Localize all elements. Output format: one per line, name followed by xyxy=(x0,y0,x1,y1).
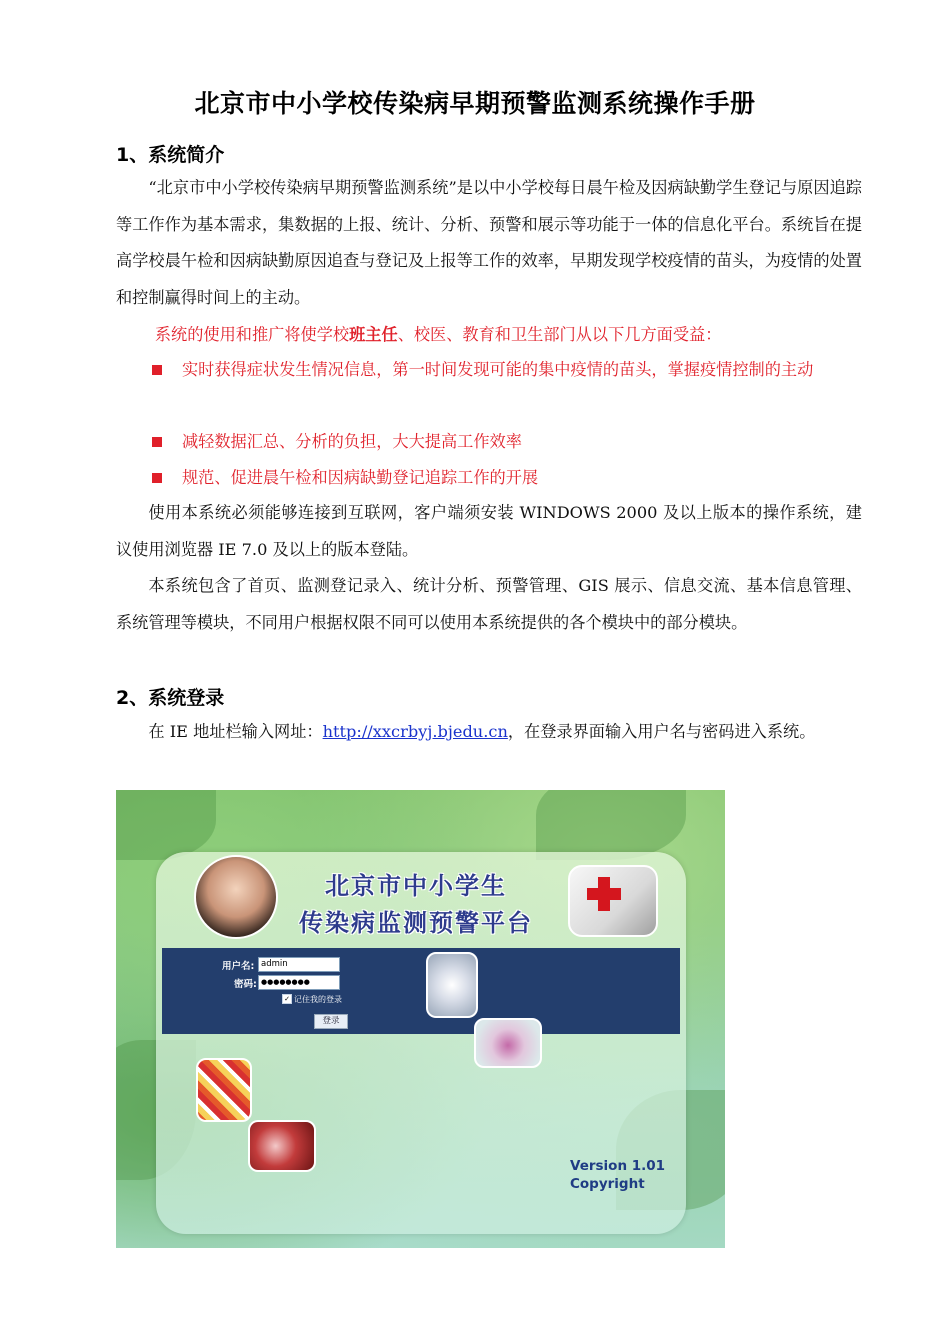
square-bullet-icon xyxy=(152,473,162,483)
square-bullet-icon xyxy=(152,365,162,375)
password-input[interactable]: ●●●●●●●● xyxy=(258,975,340,990)
benefit-bullet-3: 规范、促进晨午检和因病缺勤登记追踪工作的开展 xyxy=(148,460,862,497)
remember-label: 记住我的登录 xyxy=(294,995,342,1004)
leaf-decoration xyxy=(536,790,686,860)
username-label: 用户名: xyxy=(222,961,255,972)
section-1-heading: 1、系统简介 xyxy=(116,144,225,166)
login-button[interactable]: 登录 xyxy=(314,1014,348,1029)
leaf-decoration xyxy=(116,790,216,860)
red-cross-icon xyxy=(568,865,658,937)
requirements-paragraph: 使用本系统必须能够连接到互联网，客户端须安装 WINDOWS 2000 及以上版本的操作系统，建议使用浏览器 IE 7.0 及以上的版本登陆。 xyxy=(116,503,862,559)
document-title: 北京市中小学校传染病早期预警监测系统操作手册 xyxy=(194,89,756,118)
password-label: 密码: xyxy=(234,979,257,990)
flask-thumbnail xyxy=(474,1018,542,1068)
username-input[interactable]: admin xyxy=(258,957,340,972)
test-tube-thumbnail xyxy=(248,1120,316,1172)
version-info xyxy=(570,1157,665,1193)
square-bullet-icon xyxy=(152,437,162,447)
benefit-intro xyxy=(116,317,862,354)
pills-thumbnail xyxy=(196,1058,252,1122)
modules-paragraph: 本系统包含了首页、监测登记录入、统计分析、预警管理、GIS 展示、信息交流、基本信息管理、系统管理等模块，不同用户根据权限不同可以使用本系统提供的各个模块中的部分模块。 xyxy=(116,576,862,632)
section-2-heading: 2、系统登录 xyxy=(116,687,225,709)
copyright-text: Copyright xyxy=(570,1176,645,1192)
login-screenshot xyxy=(116,790,725,1248)
benefit-bullet-1: 实时获得症状发生情况信息，第一时间发现可能的集中疫情的苗头，掌握疫情控制的主动 xyxy=(148,352,862,389)
benefit-text-bold: 班主任 xyxy=(349,325,398,344)
benefit-bullet-2: 减轻数据汇总、分析的负担，大大提高工作效率 xyxy=(148,424,862,461)
intro-paragraph: “北京市中小学校传染病早期预警监测系统”是以中小学校每日晨午检及因病缺勤学生登记与原因追踪等工作作为基本需求，集数据的上报、统计、分析、预警和展示等功能于一体的信息化平台。系统旨在提高学校晨午检和因病缺勤原因追查与登记及上报等工作的效率，早期发现学校疫情的苗头，为疫情的处置和控制赢得时间上的主动。 xyxy=(116,178,862,307)
remember-checkbox[interactable]: ✓ xyxy=(282,994,292,1004)
site-url-link[interactable]: http://xxcrbyj.bjedu.cn xyxy=(322,722,508,741)
benefit-text-pre: 系统的使用和推广将使学校 xyxy=(154,325,350,344)
benefit-text-post: 、校医、教育和卫生部门从以下几方面受益： xyxy=(397,325,722,344)
version-text: Version 1.01 xyxy=(570,1158,666,1174)
platform-title: 北京市中小学生 传染病监测预警平台 xyxy=(299,872,533,937)
login-form xyxy=(162,948,680,1034)
login-paragraph: 在 IE 地址栏输入网址：http://xxcrbyj.bjedu.cn，在登录界面输入用户名与密码进入系统。 xyxy=(148,722,816,741)
crystal-thumbnail xyxy=(426,952,478,1018)
